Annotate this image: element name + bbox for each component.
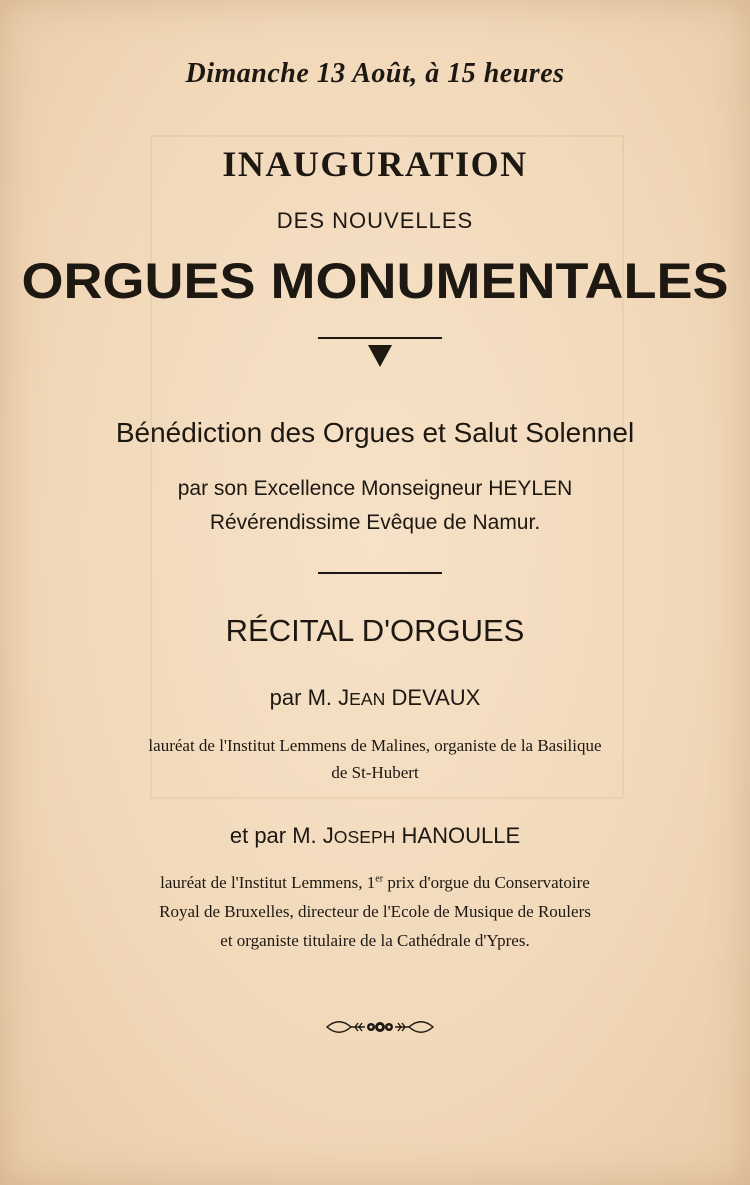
- subtitle-nouvelles: DES NOUVELLES: [276, 208, 474, 233]
- performer-2-first-rest: OSEPH: [333, 827, 396, 847]
- section-divider: [318, 572, 442, 574]
- benediction-line-2: Révérendissime Evêque de Namur.: [209, 511, 541, 534]
- performer-2-desc-2: Royal de Bruxelles, directeur de l'Ecole de Musique de Roulers: [159, 902, 591, 921]
- triangle-down-icon: [368, 345, 392, 367]
- recital-heading: RÉCITAL D'ORGUES: [225, 613, 525, 648]
- performer-1-last: DEVAUX: [391, 685, 481, 710]
- performer-1-first-initial: J: [338, 685, 350, 710]
- performer-2-first-initial: J: [322, 823, 334, 848]
- performer-2-desc-3: et organiste titulaire de la Cathédrale d'Ypres.: [220, 931, 530, 950]
- performer-1-desc-2: de St-Hubert: [331, 763, 419, 782]
- performer-2-desc-1b: prix d'orgue du Conservatoire: [383, 873, 590, 892]
- benediction-line-1: par son Excellence Monseigneur HEYLEN: [177, 477, 573, 500]
- performer-1-name: [0, 685, 750, 711]
- performer-2-desc-1: [0, 873, 750, 893]
- floral-ornament-icon: [325, 1016, 435, 1038]
- main-title: ORGUES MONUMENTALES: [21, 253, 729, 309]
- performer-2-last: HANOULLE: [401, 823, 521, 848]
- performer-1-prefix: par M.: [269, 685, 333, 710]
- performer-2-desc-1a: lauréat de l'Institut Lemmens, 1: [160, 873, 376, 892]
- title-inauguration: INAUGURATION: [222, 144, 528, 184]
- performer-1-desc-1: lauréat de l'Institut Lemmens de Malines, organiste de la Basilique: [148, 736, 602, 755]
- event-date: Dimanche 13 Août, à 15 heures: [185, 58, 565, 89]
- performer-1-first-rest: EAN: [349, 689, 386, 709]
- divider-rule: [318, 337, 442, 339]
- performer-2-prefix: et par M.: [229, 823, 317, 848]
- benediction-heading: Bénédiction des Orgues et Salut Solennel: [115, 417, 635, 448]
- performer-2-desc-sup: er: [375, 873, 384, 885]
- performer-2-name: [0, 823, 750, 849]
